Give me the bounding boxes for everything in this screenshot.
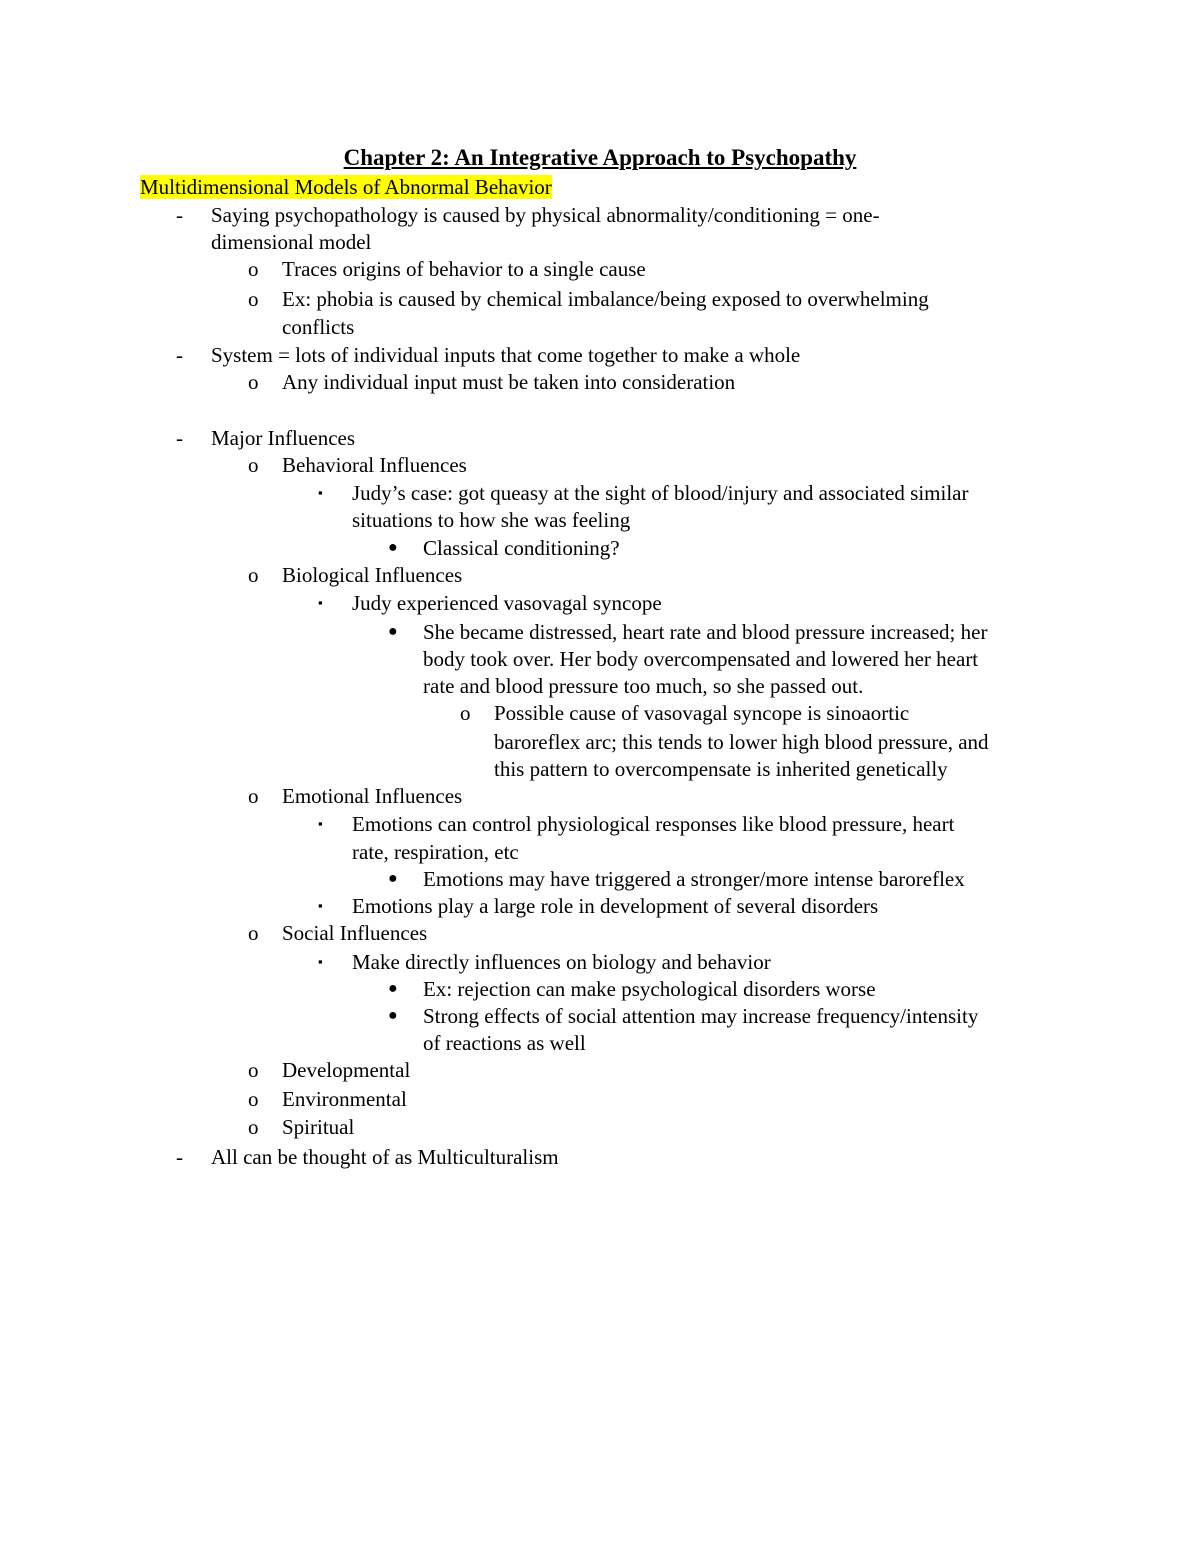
list-item: dimensional model xyxy=(211,230,372,254)
list-item: body took over. Her body overcompensated and lowered her heart xyxy=(423,647,979,671)
list-item: Ex: phobia is caused by chemical imbalance/being exposed to overwhelming xyxy=(282,287,929,311)
circle-bullet: o xyxy=(248,1058,259,1082)
circle-bullet: o xyxy=(248,1087,259,1111)
list-item: She became distressed, heart rate and blood pressure increased; her xyxy=(423,620,988,644)
list-item: Emotions can control physiological responses like blood pressure, heart xyxy=(352,812,955,836)
list-item: Strong effects of social attention may increase frequency/intensity xyxy=(423,1004,979,1028)
list-item: Possible cause of vasovagal syncope is sinoaortic xyxy=(494,701,910,725)
square-bullet: ▪ xyxy=(318,898,323,913)
list-item: System = lots of individual inputs that come together to make a whole xyxy=(211,343,801,367)
list-item: baroreflex arc; this tends to lower high blood pressure, and xyxy=(494,730,989,754)
list-item: Environmental xyxy=(282,1087,407,1111)
dash-bullet: - xyxy=(176,1145,183,1169)
circle-bullet: o xyxy=(248,287,259,311)
list-item: Ex: rejection can make psychological disorders worse xyxy=(423,977,876,1001)
list-item: Emotional Influences xyxy=(282,784,463,808)
list-item: of reactions as well xyxy=(423,1031,586,1055)
dash-bullet: - xyxy=(176,426,183,450)
section-heading-text: Multidimensional Models of Abnormal Behavior xyxy=(140,175,552,199)
circle-bullet: o xyxy=(248,370,259,394)
square-bullet: ▪ xyxy=(318,595,323,610)
list-item: Behavioral Influences xyxy=(282,453,467,477)
square-bullet: ▪ xyxy=(318,485,323,500)
list-item: Spiritual xyxy=(282,1115,355,1139)
list-item: All can be thought of as Multiculturalism xyxy=(211,1145,559,1169)
dot-bullet: ● xyxy=(388,623,398,640)
list-item: Saying psychopathology is caused by physical abnormality/conditioning = one- xyxy=(211,203,880,227)
list-item: rate and blood pressure too much, so she passed out. xyxy=(423,674,864,698)
circle-bullet: o xyxy=(248,563,259,587)
page-title: Chapter 2: An Integrative Approach to Psychopathy xyxy=(343,145,857,170)
square-bullet: ▪ xyxy=(318,954,323,969)
square-bullet: ▪ xyxy=(318,816,323,831)
list-item: Biological Influences xyxy=(282,563,463,587)
dot-bullet: ● xyxy=(388,870,398,887)
list-item: Make directly influences on biology and behavior xyxy=(352,950,771,974)
list-item: Traces origins of behavior to a single cause xyxy=(282,257,646,281)
list-item: Social Influences xyxy=(282,921,428,945)
list-item: Developmental xyxy=(282,1058,411,1082)
dot-bullet: ● xyxy=(388,1007,398,1024)
list-item: this pattern to overcompensate is inherited genetically xyxy=(494,757,948,781)
dash-bullet: - xyxy=(176,343,183,367)
list-item: Emotions may have triggered a stronger/more intense baroreflex xyxy=(423,867,965,891)
list-item: conflicts xyxy=(282,315,355,339)
list-item: Classical conditioning? xyxy=(423,536,620,560)
dot-bullet: ● xyxy=(388,980,398,997)
list-item: situations to how she was feeling xyxy=(352,508,631,532)
circle-bullet: o xyxy=(248,1115,259,1139)
list-item: Judy experienced vasovagal syncope xyxy=(352,591,662,615)
circle-bullet: o xyxy=(248,453,259,477)
section-heading xyxy=(140,173,552,201)
circle-bullet: o xyxy=(248,921,259,945)
list-item: Any individual input must be taken into consideration xyxy=(282,370,736,394)
circle-bullet: o xyxy=(248,784,259,808)
circle-bullet: o xyxy=(248,257,259,281)
list-item: Major Influences xyxy=(211,426,356,450)
dash-bullet: - xyxy=(176,203,183,227)
list-item: rate, respiration, etc xyxy=(352,840,519,864)
list-item: Emotions play a large role in development of several disorders xyxy=(352,894,879,918)
dot-bullet: ● xyxy=(388,539,398,556)
list-item: Judy’s case: got queasy at the sight of blood/injury and associated similar xyxy=(352,481,969,505)
circle-bullet: o xyxy=(460,701,471,725)
